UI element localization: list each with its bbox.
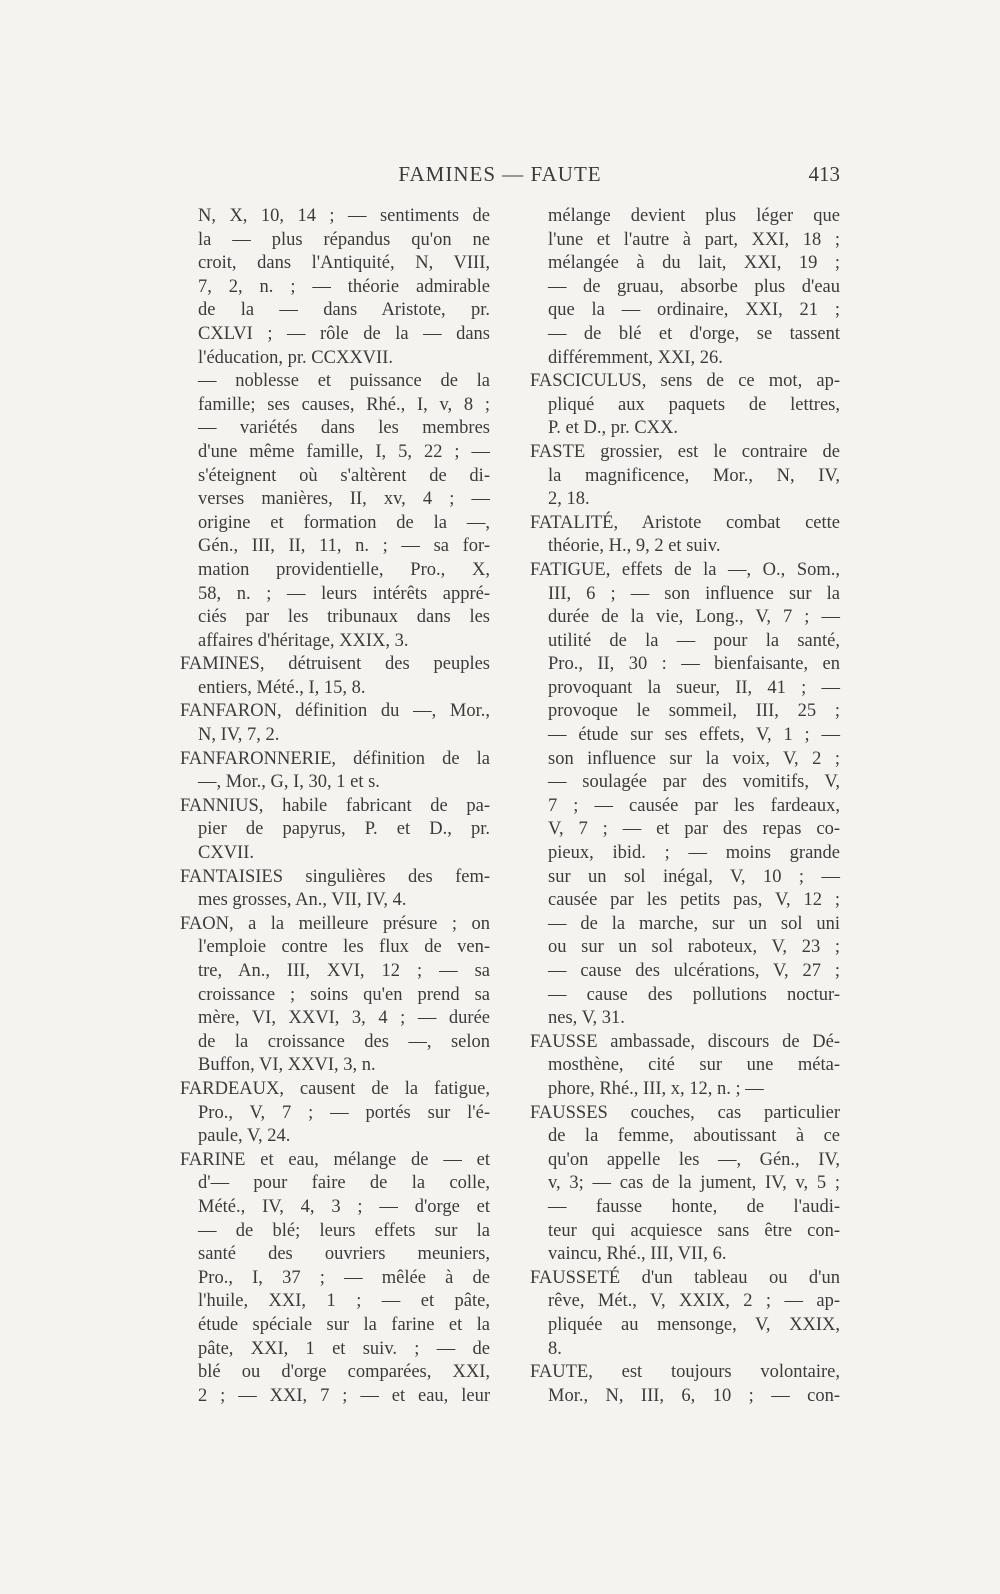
index-entry-heading-line: FASTE grossier, est le contraire de	[530, 441, 840, 462]
index-entry-line: — soulagée par des vomitifs, V,	[548, 772, 840, 793]
right-column	[530, 205, 840, 1408]
index-entry-line: de la femme, aboutissant à ce	[548, 1126, 840, 1147]
index-entry-line: différemment, XXI, 26.	[548, 347, 723, 368]
index-entry-line: N, X, 10, 14 ; — sentiments de	[198, 206, 490, 226]
index-entry-line: Mor., N, III, 6, 10 ; — con-	[548, 1385, 840, 1406]
index-entry-line: mélange devient plus léger que	[548, 206, 840, 226]
index-entry-line: 58, n. ; — leurs intérêts appré-	[198, 583, 490, 604]
index-entry-line: — fausse honte, de l'audi-	[548, 1196, 840, 1217]
left-column	[180, 205, 490, 1408]
index-entry-line: CXVII.	[198, 843, 255, 864]
index-entry-line: entiers, Mété., I, 15, 8.	[198, 677, 366, 698]
index-entry-line: s'éteignent où s'altèrent de di-	[198, 465, 490, 486]
index-entry-line: mosthène, cité sur une méta-	[548, 1055, 840, 1076]
index-entry-line: — noblesse et puissance de la	[198, 371, 490, 392]
index-entry-line: blé ou d'orge comparées, XXI,	[198, 1362, 490, 1383]
index-entry-heading-line: FANFARON, définition du —, Mor.,	[180, 701, 490, 722]
index-entry-line: 2, 18.	[548, 489, 590, 510]
index-entry-line: 7, 2, n. ; — théorie admirable	[198, 276, 490, 297]
index-entry-line: paule, V, 24.	[198, 1126, 291, 1147]
index-entry-line: de la — dans Aristote, pr.	[198, 300, 490, 321]
index-entry-line: v, 3; — cas de la jument, IV, v, 5 ;	[548, 1173, 840, 1194]
index-entry-line: affaires d'héritage, XXIX, 3.	[198, 630, 409, 651]
index-entry-line: l'huile, XXI, 1 ; — et pâte,	[198, 1291, 490, 1312]
index-entry-line: croissance ; soins qu'en prend sa	[198, 984, 490, 1005]
index-entry-line: l'emploie contre les flux de ven-	[198, 937, 490, 958]
index-entry-heading-line: FATIGUE, effets de la —, O., Som.,	[530, 559, 840, 580]
index-entry-line: — cause des pollutions noctur-	[548, 984, 840, 1005]
index-entry-line: — de gruau, absorbe plus d'eau	[548, 276, 840, 297]
index-entry-line: verses manières, II, xv, 4 ; —	[198, 489, 490, 510]
index-entry-line: 8.	[548, 1338, 562, 1359]
index-entry-line: — de la marche, sur un sol uni	[548, 913, 840, 934]
index-entry-line: Pro., V, 7 ; — portés sur l'é-	[198, 1102, 490, 1123]
index-entry-line: ciés par les tribunaux dans les	[198, 607, 490, 628]
index-entry-line: Mété., IV, 4, 3 ; — d'orge et	[198, 1196, 490, 1217]
index-entry-line: 2 ; — XXI, 7 ; — et eau, leur	[198, 1385, 490, 1406]
index-entry-heading-line: FASCICULUS, sens de ce mot, ap-	[530, 371, 840, 392]
index-entry-line: — cause des ulcérations, V, 27 ;	[548, 961, 840, 981]
index-entry-line: tre, An., III, XVI, 12 ; — sa	[198, 961, 490, 981]
index-entry-line: famille; ses causes, Rhé., I, v, 8 ;	[198, 394, 490, 415]
index-entry-line: Buffon, VI, XXVI, 3, n.	[198, 1055, 376, 1076]
index-entry-line: vaincu, Rhé., III, VII, 6.	[548, 1244, 727, 1265]
index-entry-line: teur qui acquiesce sans être con-	[548, 1220, 840, 1241]
index-entry-line: III, 6 ; — son influence sur la	[548, 583, 840, 604]
index-entry-line: V, 7 ; — et par des repas co-	[548, 819, 840, 840]
index-entry-line: qu'on appelle les —, Gén., IV,	[548, 1149, 840, 1170]
index-entry-line: théorie, H., 9, 2 et suiv.	[548, 536, 721, 557]
index-entry-heading-line: FAUTE, est toujours volontaire,	[530, 1362, 840, 1383]
index-entry-line: origine et formation de la —,	[198, 512, 490, 533]
index-entry-line: pâte, XXI, 1 et suiv. ; — de	[198, 1338, 490, 1359]
index-entry-line: 7 ; — causée par les fardeaux,	[548, 795, 840, 816]
index-entry-line: — variétés dans les membres	[198, 418, 490, 439]
index-entry-heading-line: FAUSSES couches, cas particulier	[530, 1102, 840, 1123]
index-entry-line: sur un sol inégal, V, 10 ; —	[548, 866, 840, 887]
index-entry-line: Pro., II, 30 : — bienfaisante, en	[548, 654, 840, 675]
index-entry-line: mère, VI, XXVI, 3, 4 ; — durée	[198, 1008, 490, 1029]
index-entry-line: que la — ordinaire, XXI, 21 ;	[548, 300, 840, 321]
page-number: 413	[808, 162, 840, 186]
index-entry-heading-line: FAUSSE ambassade, discours de Dé-	[530, 1031, 840, 1052]
index-entry-line: P. et D., pr. CXX.	[548, 418, 679, 439]
index-entry-line: croit, dans l'Antiquité, N, VIII,	[198, 253, 490, 274]
index-entry-line: durée de la vie, Long., V, 7 ; —	[548, 607, 840, 628]
index-entry-line: étude spéciale sur la farine et la	[198, 1314, 490, 1335]
index-entry-line: provoque le sommeil, III, 25 ;	[548, 701, 840, 722]
index-entry-line: — de blé et d'orge, se tassent	[548, 323, 840, 344]
index-entry-heading-line: FANNIUS, habile fabricant de pa-	[180, 795, 490, 816]
index-entry-line: pieux, ibid. ; — moins grande	[548, 843, 840, 864]
index-entry-line: l'éducation, pr. CCXXVII.	[198, 347, 393, 368]
index-entry-line: Gén., III, II, 11, n. ; — sa for-	[198, 536, 490, 557]
index-entry-line: son influence sur la voix, V, 2 ;	[548, 748, 840, 769]
index-entry-line: rêve, Mét., V, XXIX, 2 ; — ap-	[548, 1291, 840, 1312]
index-entry-heading-line: FAUSSETÉ d'un tableau ou d'un	[530, 1267, 840, 1288]
index-entry-line: phore, Rhé., III, x, 12, n. ; —	[548, 1078, 764, 1099]
index-entry-heading-line: FAON, a la meilleure présure ; on	[180, 913, 490, 934]
index-entry-heading-line: FAMINES, détruisent des peuples	[180, 654, 490, 675]
index-entry-line: CXLVI ; — rôle de la — dans	[198, 323, 490, 344]
index-entry-line: d'— pour faire de la colle,	[198, 1173, 490, 1194]
index-entry-heading-line: FARINE et eau, mélange de — et	[180, 1149, 490, 1170]
index-entry-line: mes grosses, An., VII, IV, 4.	[198, 890, 407, 911]
index-entry-line: mation providentielle, Pro., X,	[198, 559, 490, 580]
index-entry-line: l'une et l'autre à part, XXI, 18 ;	[548, 229, 840, 250]
index-entry-line: de la croissance des —, selon	[198, 1031, 490, 1052]
index-entry-line: pliqué aux paquets de lettres,	[548, 394, 840, 415]
index-entry-heading-line: FANTAISIES singulières des fem-	[180, 866, 490, 887]
index-entry-line: ou sur un sol raboteux, V, 23 ;	[548, 937, 840, 958]
index-entry-line: la — plus répandus qu'on ne	[198, 229, 490, 250]
index-entry-heading-line: FANFARONNERIE, définition de la	[180, 748, 490, 769]
index-entry-line: mélangée à du lait, XXI, 19 ;	[548, 253, 840, 274]
index-entry-line: pier de papyrus, P. et D., pr.	[198, 819, 490, 840]
index-entry-line: provoquant la sueur, II, 41 ; —	[548, 677, 840, 698]
index-entry-line: — étude sur ses effets, V, 1 ; —	[548, 725, 840, 746]
running-title: FAMINES — FAUTE	[398, 162, 602, 186]
index-entry-line: —, Mor., G, I, 30, 1 et s.	[198, 772, 380, 793]
index-entry-line: utilité de la — pour la santé,	[548, 630, 840, 651]
index-entry-line: d'une même famille, I, 5, 22 ; —	[198, 441, 490, 462]
index-entry-line: Pro., I, 37 ; — mêlée à de	[198, 1267, 490, 1288]
running-head	[0, 158, 1000, 188]
index-entry-line: N, IV, 7, 2.	[198, 725, 280, 746]
index-entry-line: pliquée au mensonge, V, XXIX,	[548, 1314, 840, 1335]
index-entry-line: santé des ouvriers meuniers,	[198, 1244, 490, 1265]
index-entry-line: la magnificence, Mor., N, IV,	[548, 465, 840, 486]
index-entry-line: causée par les petits pas, V, 12 ;	[548, 890, 840, 911]
index-entry-heading-line: FARDEAUX, causent de la fatigue,	[180, 1078, 490, 1099]
index-entry-line: nes, V, 31.	[548, 1008, 625, 1029]
index-entry-heading-line: FATALITÉ, Aristote combat cette	[530, 512, 840, 533]
index-entry-line: — de blé; leurs effets sur la	[198, 1220, 490, 1241]
